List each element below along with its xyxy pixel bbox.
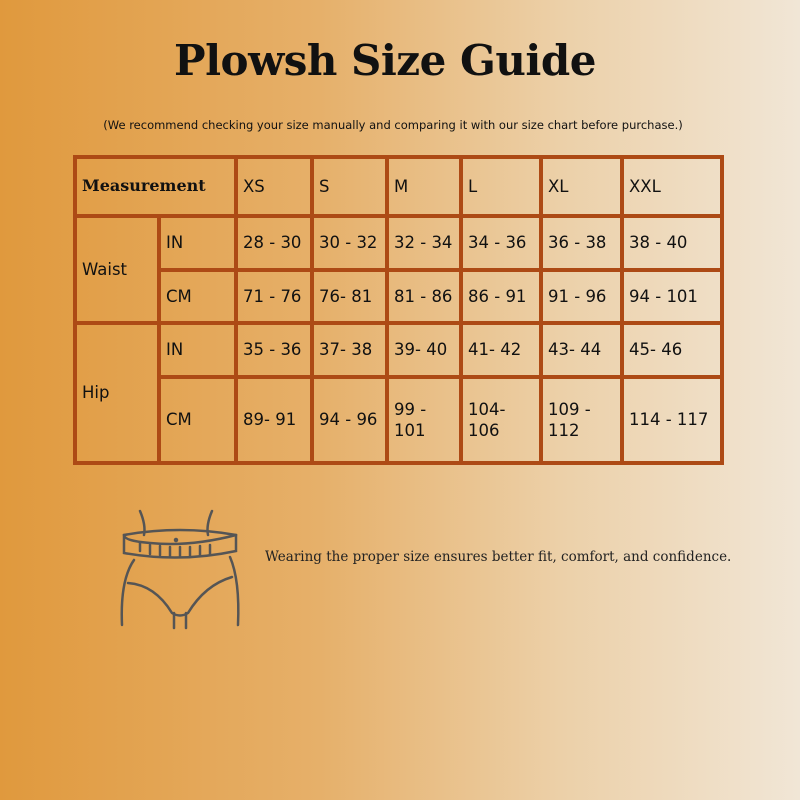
size-chart-table <box>73 155 724 465</box>
table-row <box>75 216 722 270</box>
table-row <box>75 270 722 323</box>
table-cell: 45- 46 <box>622 323 722 377</box>
table-cell: 86 - 91 <box>461 270 541 323</box>
table-cell: 37- 38 <box>312 323 387 377</box>
table-cell: 32 - 34 <box>387 216 461 270</box>
size-header: M <box>387 157 461 216</box>
table-cell: 71 - 76 <box>236 270 312 323</box>
table-cell: 30 - 32 <box>312 216 387 270</box>
unit-label: IN <box>159 216 236 270</box>
table-cell: 99 - 101 <box>387 377 461 463</box>
table-cell: 89- 91 <box>236 377 312 463</box>
table-cell: 104-106 <box>461 377 541 463</box>
table-cell: 94 - 96 <box>312 377 387 463</box>
unit-label: CM <box>159 377 236 463</box>
measurement-header: Measurement <box>75 157 236 216</box>
table-cell: 81 - 86 <box>387 270 461 323</box>
table-cell: 28 - 30 <box>236 216 312 270</box>
unit-label: CM <box>159 270 236 323</box>
page-title: Plowsh Size Guide <box>174 36 596 85</box>
table-row <box>75 323 722 377</box>
table-cell: 76- 81 <box>312 270 387 323</box>
table-cell: 94 - 101 <box>622 270 722 323</box>
unit-label: IN <box>159 323 236 377</box>
table-cell: 41- 42 <box>461 323 541 377</box>
table-cell: 114 - 117 <box>622 377 722 463</box>
table-cell: 36 - 38 <box>541 216 622 270</box>
header-row <box>75 157 722 216</box>
size-header: XS <box>236 157 312 216</box>
table-cell: 91 - 96 <box>541 270 622 323</box>
table-cell: 109 - 112 <box>541 377 622 463</box>
table-row <box>75 377 722 463</box>
waist-label: Waist <box>75 216 159 323</box>
hip-label: Hip <box>75 323 159 463</box>
waist-measuring-tape-icon <box>110 505 250 630</box>
subtitle: (We recommend checking your size manually and comparing it with our size chart before purchase.) <box>103 118 683 132</box>
size-header: XXL <box>622 157 722 216</box>
size-header: S <box>312 157 387 216</box>
table-cell: 35 - 36 <box>236 323 312 377</box>
table-cell: 34 - 36 <box>461 216 541 270</box>
table-cell: 43- 44 <box>541 323 622 377</box>
table-cell: 38 - 40 <box>622 216 722 270</box>
size-header: L <box>461 157 541 216</box>
footer-text: Wearing the proper size ensures better fit, comfort, and confidence. <box>265 549 732 565</box>
size-header: XL <box>541 157 622 216</box>
table-cell: 39- 40 <box>387 323 461 377</box>
